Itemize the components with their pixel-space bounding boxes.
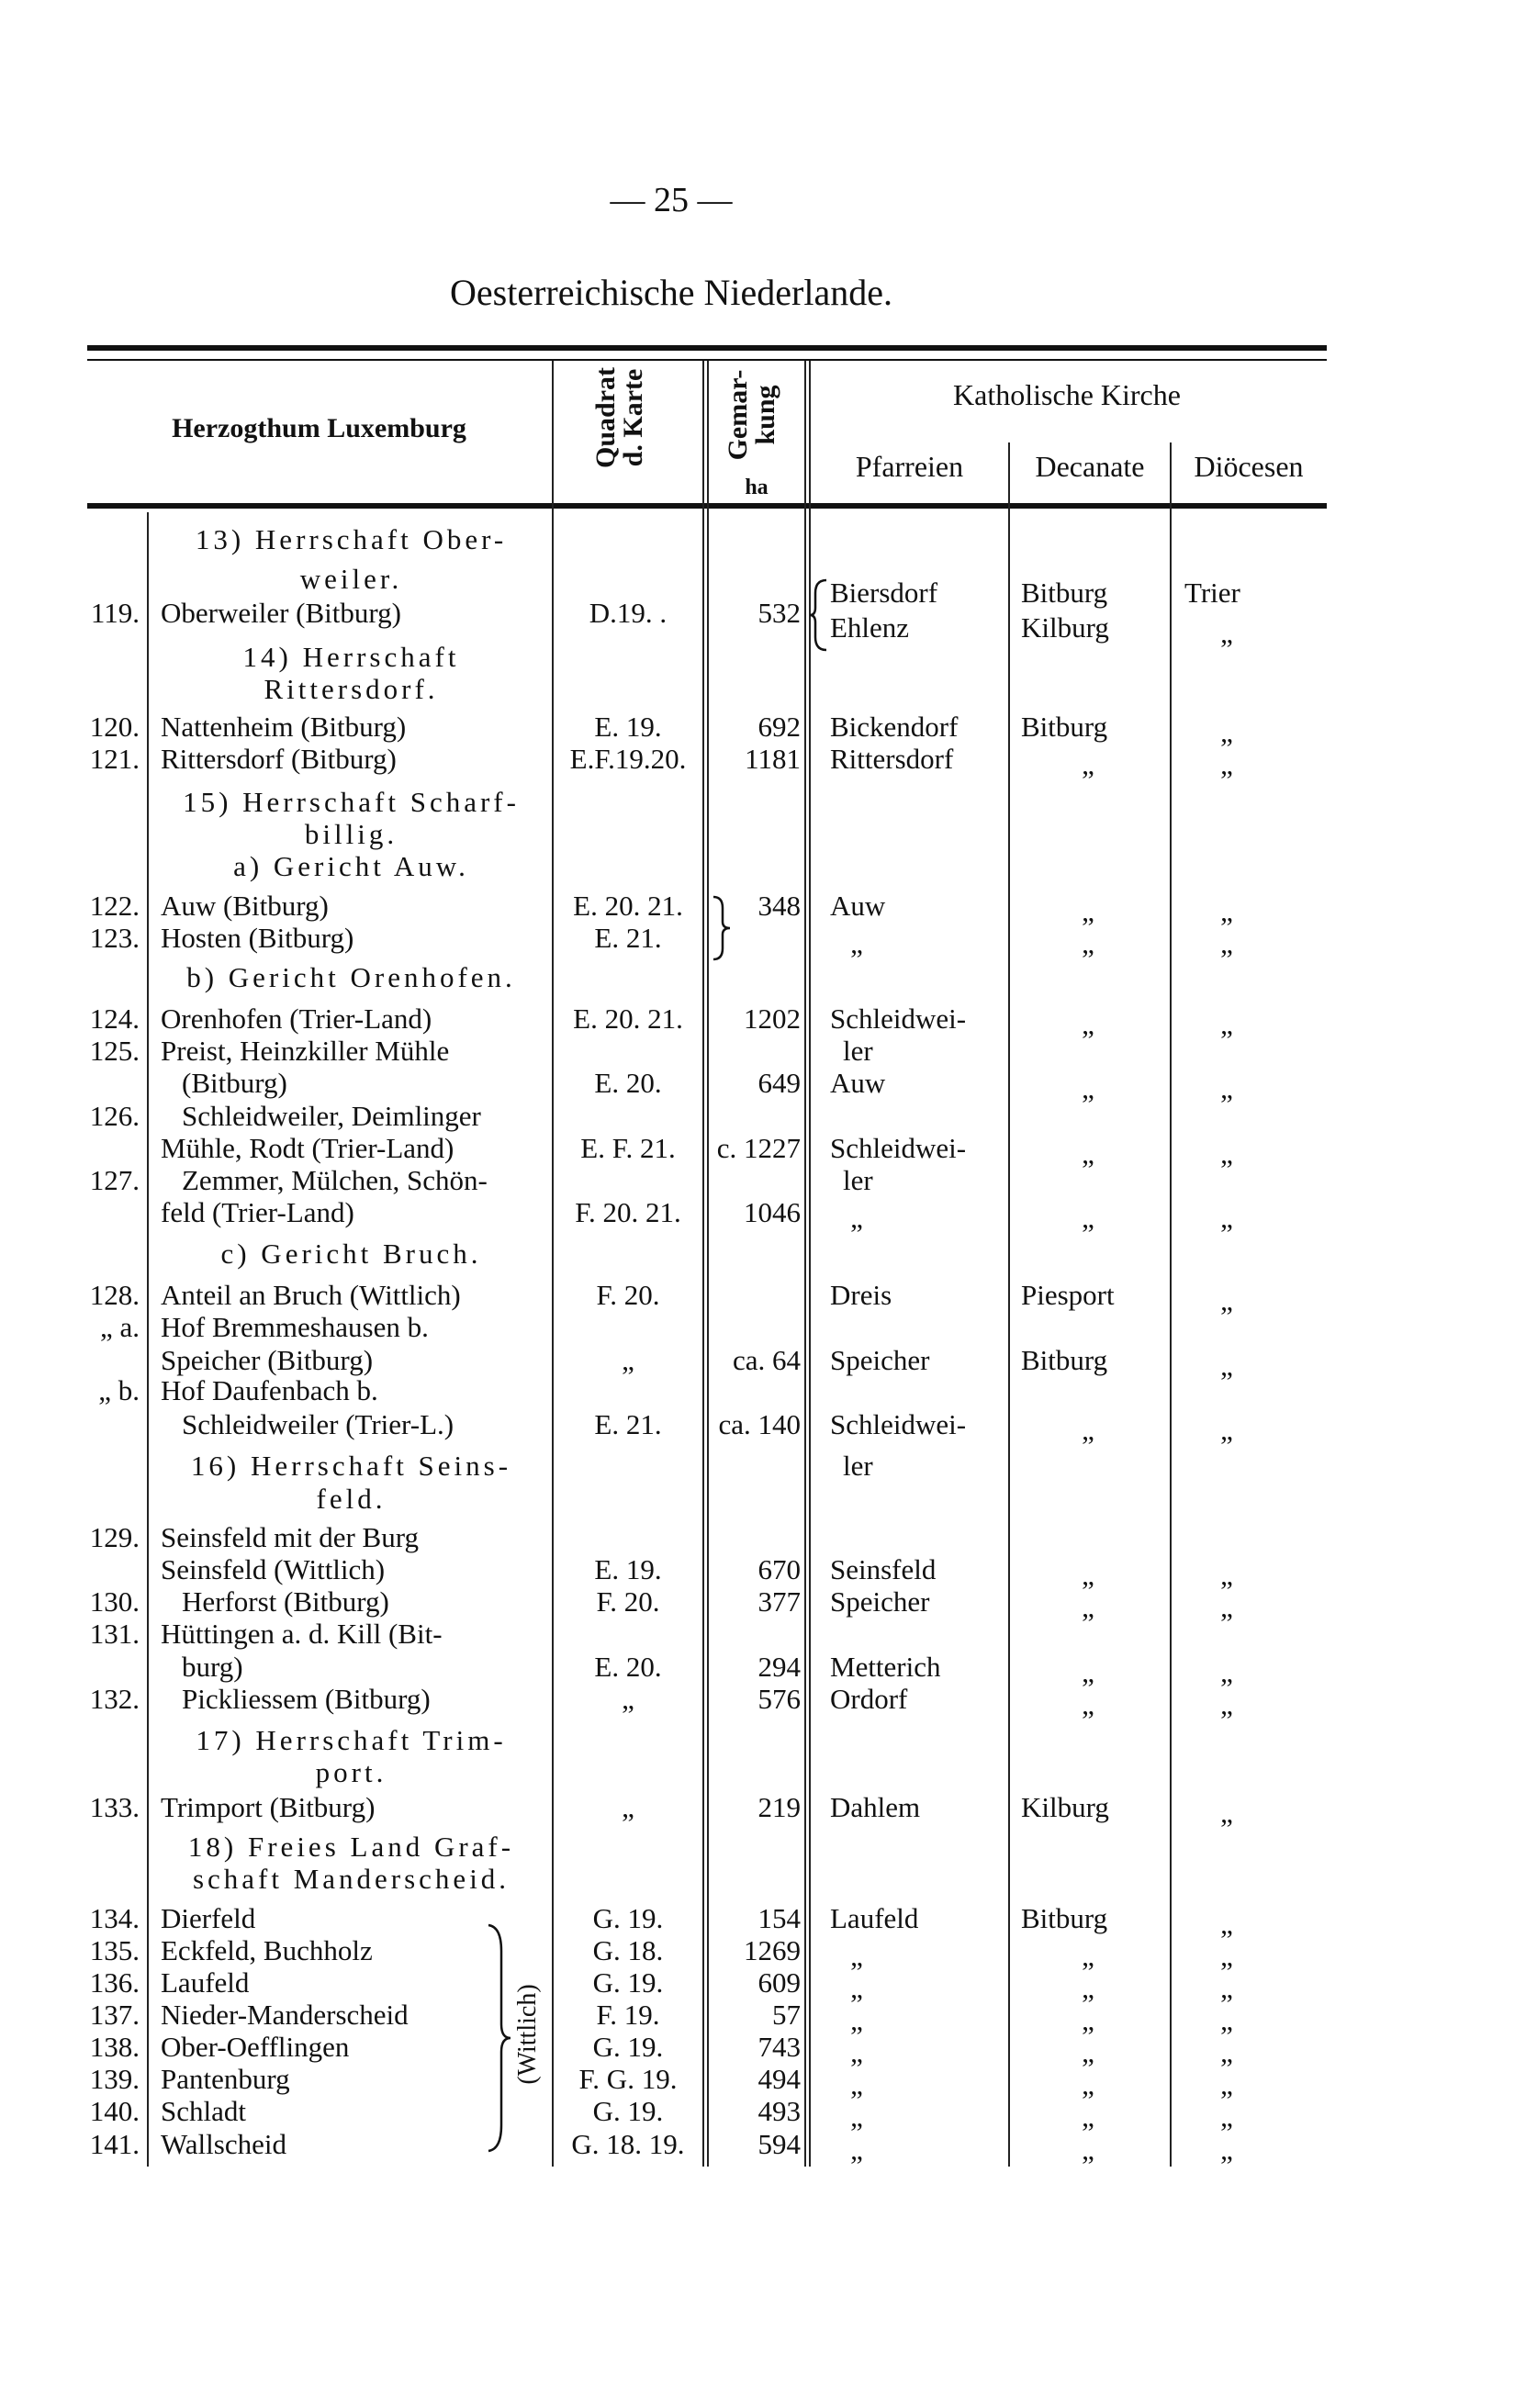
pfarrei-value: Speicher <box>830 1585 930 1618</box>
decanat-value: „ <box>1082 748 1094 780</box>
row-number: 140. <box>89 2095 140 2127</box>
place-name: burg) <box>182 1651 243 1683</box>
section-heading: c) Gericht Bruch. <box>220 1238 482 1270</box>
dioecese-value: „ <box>1220 1284 1233 1316</box>
quadrat-value: E. F. 21. <box>580 1132 676 1164</box>
gemarkung-value: 670 <box>757 1553 801 1585</box>
quadrat-value: F. G. 19. <box>578 2063 678 2095</box>
pfarrei-value: ler <box>843 1164 873 1196</box>
place-name: Laufeld <box>161 1966 250 1999</box>
dioecese-value: „ <box>1220 1591 1233 1623</box>
row-number: 121. <box>89 743 140 775</box>
dioecese-value: „ <box>1220 1688 1233 1720</box>
row-number: 131. <box>89 1618 140 1650</box>
quadrat-value: E. 20. 21. <box>573 1002 683 1035</box>
gemarkung-value: 594 <box>757 2128 801 2160</box>
place-name: Hosten (Bitburg) <box>161 922 354 954</box>
place-name: Ober-Oefflingen <box>161 2031 350 2063</box>
row-number: 120. <box>89 711 140 743</box>
pfarrei-value: „ <box>850 1202 863 1234</box>
section-heading: port. <box>315 1756 387 1788</box>
section-heading: 14) Herrschaft <box>242 641 460 673</box>
section-heading: feld. <box>316 1483 387 1515</box>
gemarkung-value: 377 <box>757 1585 801 1618</box>
pfarrei-value: „ <box>850 2134 863 2166</box>
pfarrei-value: Dreis <box>830 1279 892 1311</box>
dioecese-value: „ <box>1220 1559 1233 1591</box>
gemarkung-value: 609 <box>757 1966 801 1999</box>
pfarrei-value: „ <box>850 2036 863 2068</box>
place-name: Seinsfeld (Wittlich) <box>161 1553 386 1585</box>
header-quadrat <box>592 340 656 496</box>
decanat-value: „ <box>1082 1688 1094 1720</box>
decanat-value: „ <box>1082 1008 1094 1040</box>
gemarkung-value: 1181 <box>745 743 801 775</box>
dioecese-value: „ <box>1220 2068 1233 2100</box>
row-number: 130. <box>89 1585 140 1618</box>
gemarkung-value: 348 <box>757 890 801 922</box>
dioecese-value: „ <box>1220 2100 1233 2133</box>
quadrat-value: G. 19. <box>592 1902 664 1934</box>
quadrat-value: E. 20. <box>594 1067 662 1099</box>
header-dioecesen: Diöcesen <box>1194 450 1304 483</box>
place-name: Speicher (Bitburg) <box>161 1344 374 1376</box>
decanat-value: „ <box>1082 1559 1094 1591</box>
pfarrei-value: „ <box>850 1940 863 1972</box>
header-quadrat-line2: d. Karte <box>618 368 648 467</box>
pfarrei-value: Metterich <box>830 1651 941 1683</box>
place-name: Hof Daufenbach b. <box>161 1374 378 1406</box>
section-heading: 16) Herrschaft Seins- <box>190 1450 512 1482</box>
place-name: Schleidweiler, Deimlinger <box>182 1100 481 1132</box>
decanat-value: „ <box>1082 927 1094 959</box>
pfarrei-value: Rittersdorf <box>830 743 954 775</box>
row-number: 133. <box>89 1791 140 1823</box>
gemarkung-value: 294 <box>757 1651 801 1683</box>
header-territory: Herzogthum Luxemburg <box>172 413 466 443</box>
dioecese-value: „ <box>1220 1072 1233 1104</box>
quadrat-value: E. 21. <box>594 1408 662 1440</box>
quadrat-value: E. 21. <box>594 922 662 954</box>
gemarkung-value: 692 <box>757 711 801 743</box>
gemarkung-value: 1202 <box>744 1002 801 1035</box>
gemarkung-value: 494 <box>757 2063 801 2095</box>
decanat-value: „ <box>1082 2134 1094 2166</box>
pfarrei-value: Laufeld <box>830 1902 919 1934</box>
section-heading: 13) Herrschaft Ober- <box>195 523 508 555</box>
place-name: Schleidweiler (Trier-L.) <box>182 1408 454 1440</box>
place-name: Seinsfeld mit der Burg <box>161 1521 419 1553</box>
decanat-value: „ <box>1082 1202 1094 1234</box>
decanat-value: „ <box>1082 895 1094 927</box>
row-number: 119. <box>90 597 140 629</box>
place-name: Zemmer, Mülchen, Schön- <box>182 1164 488 1196</box>
row-number: 134. <box>89 1902 140 1934</box>
dioecese-value: „ <box>1220 1137 1233 1170</box>
header-gemarkung-unit: ha <box>745 476 769 499</box>
pfarrei-value: Schleidwei- <box>830 1408 967 1440</box>
gemarkung-value: 532 <box>757 597 801 629</box>
dioecese-value: „ <box>1220 895 1233 927</box>
header-gemarkung-line1: Gemar- <box>723 369 753 461</box>
header-gemarkung <box>724 360 789 470</box>
place-name: Hüttingen a. d. Kill (Bit- <box>161 1618 443 1650</box>
page-title: Oesterreichische Niederlande. <box>450 272 892 313</box>
quadrat-value: F. 19. <box>596 1999 660 2031</box>
pfarrei-value: ler <box>843 1035 873 1067</box>
col-rule <box>804 361 806 2167</box>
pfarrei-value: Schleidwei- <box>830 1132 967 1164</box>
section-heading: schaft Manderscheid. <box>192 1863 511 1895</box>
gemarkung-value: 1046 <box>744 1196 801 1228</box>
gemarkung-value: 57 <box>772 1999 801 2031</box>
row-number: 129. <box>89 1521 140 1553</box>
header-quadrat-line1: Quadrat <box>590 367 621 469</box>
decanat-value: Kilburg <box>1021 1791 1109 1823</box>
row-number: 125. <box>89 1035 140 1067</box>
dioecese-value: „ <box>1220 716 1233 748</box>
row-number: „ b. <box>98 1374 140 1406</box>
brace-icon <box>808 578 830 652</box>
section-heading: 17) Herrschaft Trim- <box>196 1724 507 1756</box>
quadrat-value: E.F.19.20. <box>569 743 687 775</box>
pfarrei-value: Ehlenz <box>830 611 910 644</box>
decanat-value: Bitburg <box>1021 577 1108 609</box>
place-name: Herforst (Bitburg) <box>182 1585 389 1618</box>
quadrat-value: „ <box>622 1683 634 1715</box>
pfarrei-value: „ <box>850 2004 863 2036</box>
gemarkung-value: 743 <box>757 2031 801 2063</box>
row-number: 127. <box>89 1164 140 1196</box>
decanat-value: „ <box>1082 1072 1094 1104</box>
quadrat-value: G. 18. 19. <box>571 2128 685 2160</box>
quadrat-value: G. 19. <box>592 2031 664 2063</box>
dioecese-value: „ <box>1220 1202 1233 1234</box>
pfarrei-value: Dahlem <box>830 1791 921 1823</box>
dioecese-value: „ <box>1220 1908 1233 1940</box>
place-name: Preist, Heinzkiller Mühle <box>161 1035 450 1067</box>
row-number: 138. <box>89 2031 140 2063</box>
header-pfarreien: Pfarreien <box>855 450 964 483</box>
brace-icon <box>485 1923 512 2153</box>
section-heading: Rittersdorf. <box>264 673 439 705</box>
header-gemarkung-line2: kung <box>750 385 780 445</box>
pfarrei-value: Schleidwei- <box>830 1002 967 1035</box>
pfarrei-value: „ <box>850 927 863 959</box>
bracket-label: (Wittlich) <box>513 1984 542 2085</box>
place-name: Orenhofen (Trier-Land) <box>161 1002 432 1035</box>
page-number: — 25 — <box>610 181 733 219</box>
section-heading: 18) Freies Land Graf- <box>187 1831 515 1863</box>
quadrat-value: „ <box>622 1344 634 1376</box>
dioecese-value: „ <box>1220 2004 1233 2036</box>
place-name: Nattenheim (Bitburg) <box>161 711 407 743</box>
place-name: Trimport (Bitburg) <box>161 1791 376 1823</box>
quadrat-value: G. 19. <box>592 2095 664 2127</box>
pfarrei-value: Auw <box>830 1067 886 1099</box>
gemarkung-value: 219 <box>757 1791 801 1823</box>
place-name: (Bitburg) <box>182 1067 287 1099</box>
place-name: Eckfeld, Buchholz <box>161 1934 373 1966</box>
quadrat-value: E. 19. <box>594 1553 662 1585</box>
section-heading: 15) Herrschaft Scharf- <box>183 786 520 818</box>
decanat-value: Piesport <box>1021 1279 1115 1311</box>
col-rule <box>702 361 704 2167</box>
decanat-value: Bitburg <box>1021 1344 1108 1376</box>
top-rule-thick <box>87 345 1327 351</box>
gemarkung-value: 649 <box>757 1067 801 1099</box>
pfarrei-value: Ordorf <box>830 1683 908 1715</box>
gemarkung-value: 493 <box>757 2095 801 2127</box>
col-rule <box>707 361 709 2167</box>
gemarkung-value: 1269 <box>744 1934 801 1966</box>
place-name: Wallscheid <box>161 2128 286 2160</box>
decanat-value: „ <box>1082 1591 1094 1623</box>
place-name: Oberweiler (Bitburg) <box>161 597 401 629</box>
dioecese-value: „ <box>1220 1414 1233 1446</box>
row-number: 139. <box>89 2063 140 2095</box>
section-heading: weiler. <box>299 563 403 595</box>
place-name: Pantenburg <box>161 2063 290 2095</box>
gemarkung-value: ca. 140 <box>718 1408 801 1440</box>
col-rule <box>147 512 149 2167</box>
decanat-value: „ <box>1082 1940 1094 1972</box>
place-name: Mühle, Rodt (Trier-Land) <box>161 1132 454 1164</box>
place-name: feld (Trier-Land) <box>161 1196 354 1228</box>
dioecese-value: „ <box>1220 1350 1233 1382</box>
row-number: 132. <box>89 1683 140 1715</box>
pfarrei-value: Speicher <box>830 1344 930 1376</box>
decanat-value: „ <box>1082 1656 1094 1688</box>
dioecese-value: „ <box>1220 1656 1233 1688</box>
dioecese-value: „ <box>1220 1940 1233 1972</box>
quadrat-value: G. 18. <box>592 1934 664 1966</box>
decanat-value: Bitburg <box>1021 1902 1108 1934</box>
dioecese-value: „ <box>1220 2134 1233 2166</box>
quadrat-value: E. 20. 21. <box>573 890 683 922</box>
row-number: 122. <box>89 890 140 922</box>
gemarkung-value: ca. 64 <box>732 1344 801 1376</box>
row-number: 123. <box>89 922 140 954</box>
dioecese-value: „ <box>1220 748 1233 780</box>
row-number: 135. <box>89 1934 140 1966</box>
col-rule <box>552 361 554 2167</box>
section-heading: a) Gericht Auw. <box>233 850 469 882</box>
quadrat-value: E. 19. <box>594 711 662 743</box>
pfarrei-value: „ <box>850 2100 863 2133</box>
section-heading: billig. <box>304 818 398 850</box>
decanat-value: Kilburg <box>1021 611 1109 644</box>
place-name: Dierfeld <box>161 1902 256 1934</box>
pfarrei-value: Auw <box>830 890 886 922</box>
row-number: 124. <box>89 1002 140 1035</box>
gemarkung-value: c. 1227 <box>716 1132 801 1164</box>
quadrat-value: D.19. . <box>589 597 668 629</box>
pfarrei-value: Seinsfeld <box>830 1553 937 1585</box>
place-name: Auw (Bitburg) <box>161 890 329 922</box>
pfarrei-value: ler <box>843 1450 873 1482</box>
row-number: 141. <box>89 2128 140 2160</box>
dioecese-value: „ <box>1220 617 1233 649</box>
dioecese-value: „ <box>1220 1008 1233 1040</box>
quadrat-value: „ <box>622 1791 634 1823</box>
dioecese-value: „ <box>1220 1797 1233 1829</box>
quadrat-value: F. 20. 21. <box>575 1196 681 1228</box>
decanat-value: „ <box>1082 1972 1094 2004</box>
decanat-value: „ <box>1082 2036 1094 2068</box>
pfarrei-value: Bickendorf <box>830 711 959 743</box>
gemarkung-value: 154 <box>757 1902 801 1934</box>
quadrat-value: F. 20. <box>596 1279 660 1311</box>
decanat-value: „ <box>1082 1414 1094 1446</box>
place-name: Pickliessem (Bitburg) <box>182 1683 431 1715</box>
pfarrei-value: „ <box>850 1972 863 2004</box>
dioecese-value: „ <box>1220 927 1233 959</box>
quadrat-value: G. 19. <box>592 1966 664 1999</box>
place-name: Nieder-Manderscheid <box>161 1999 409 2031</box>
place-name: Hof Bremmeshausen b. <box>161 1311 429 1343</box>
header-church: Katholische Kirche <box>953 378 1181 411</box>
row-number: 137. <box>89 1999 140 2031</box>
pfarrei-value: Biersdorf <box>830 577 938 609</box>
decanat-value: „ <box>1082 2100 1094 2133</box>
place-name: Anteil an Bruch (Wittlich) <box>161 1279 461 1311</box>
decanat-value: Bitburg <box>1021 711 1108 743</box>
pfarrei-value: „ <box>850 2068 863 2100</box>
section-heading: b) Gericht Orenhofen. <box>186 961 516 993</box>
col-rule <box>1008 442 1010 2167</box>
decanat-value: „ <box>1082 1137 1094 1170</box>
quadrat-value: F. 20. <box>596 1585 660 1618</box>
decanat-value: „ <box>1082 2004 1094 2036</box>
dioecese-value: „ <box>1220 2036 1233 2068</box>
header-decanate: Decanate <box>1035 450 1145 483</box>
place-name: Schladt <box>161 2095 246 2127</box>
place-name: Rittersdorf (Bitburg) <box>161 743 397 775</box>
row-number: 128. <box>89 1279 140 1311</box>
decanat-value: „ <box>1082 2068 1094 2100</box>
row-number: 136. <box>89 1966 140 1999</box>
quadrat-value: E. 20. <box>594 1651 662 1683</box>
row-number: „ a. <box>99 1311 140 1343</box>
dioecese-value: „ <box>1220 1972 1233 2004</box>
gemarkung-value: 576 <box>757 1683 801 1715</box>
dioecese-value: Trier <box>1184 577 1240 609</box>
row-number: 126. <box>89 1100 140 1132</box>
